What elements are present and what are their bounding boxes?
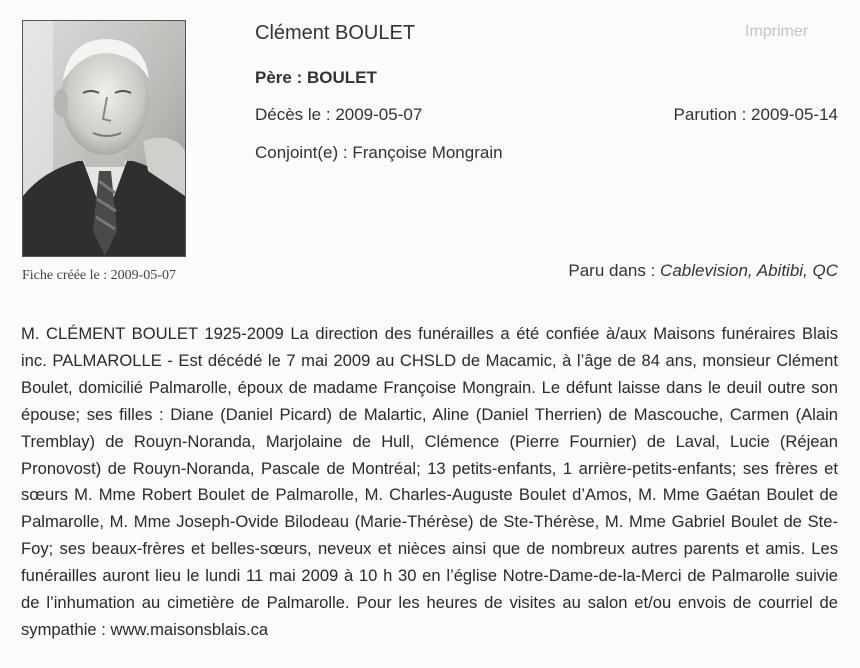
death-date-value: 2009-05-07	[335, 105, 423, 124]
published-in-label: Paru dans :	[568, 261, 661, 280]
portrait-photo	[22, 20, 186, 257]
father-field	[255, 68, 377, 88]
portrait-illustration	[23, 21, 185, 256]
published-in-field	[568, 261, 838, 281]
deceased-name: Clément BOULET	[255, 22, 416, 44]
print-button[interactable]: Imprimer	[745, 23, 809, 40]
death-date-field	[255, 105, 422, 125]
death-date-label: Décès le :	[255, 105, 336, 124]
obituary-text: M. CLÉMENT BOULET 1925-2009 La direction des funérailles a été confiée à/aux Maisons funéraires Blais inc. PALMAROLLE - Est décédé le 7 mai 2009 au CHSLD de Macamic, à l’âge de 84 ans, monsieur Clément Boulet, domicilié Palmarolle, époux de madame Françoise Mongrain. Le défunt laisse dans le deuil outre son épouse; ses filles : Diane (Daniel Picard) de Malartic, Aline (Daniel Therrien) de Mascouche, Carmen (Alain Tremblay) de Rouyn-Noranda, Marjolaine de Hull, Clémence (Pierre Fournier) de Laval, Lucie (Réjean Pronovost) de Rouyn-Noranda, Pascale de Montréal; 13 petits-enfants, 1 arrière-petits-enfants; ses frères et sœurs M. Mme Robert Boulet de Palmarolle, M. Charles-Auguste Boulet d’Amos, M. Mme Gaétan Boulet de Palmarolle, M. Mme Joseph-Ovide Bilodeau (Marie-Thérèse) de Ste-Thérèse, M. Mme Gabriel Boulet de Ste-Foy; ses beaux-frères et belles-sœurs, neveux et nièces ainsi que de nombreux autres parents et amis. Les funérailles auront lieu le lundi 11 mai 2009 à 10 h 30 en l’église Notre-Dame-de-la-Merci de Palmarolle suivie de l’inhumation au cimetière de Palmarolle. Pour les heures de visites au salon et/ou envois de courriel de sympathie : www.maisonsblais.ca	[21, 324, 838, 639]
published-in-value: Cablevision, Abitibi, QC	[660, 261, 838, 280]
record-created-value: 2009-05-07	[110, 268, 176, 283]
record-created-label: Fiche créée le :	[22, 268, 111, 283]
publication-date-label: Parution :	[673, 105, 752, 124]
spouse-value: Françoise Mongrain	[352, 143, 503, 162]
publication-date-value: 2009-05-14	[751, 105, 838, 124]
publication-date-field	[674, 105, 838, 125]
father-value: BOULET	[306, 68, 377, 87]
spouse-field	[255, 143, 503, 163]
record-created-date	[22, 268, 176, 284]
spouse-label: Conjoint(e) :	[255, 143, 353, 162]
father-label: Père :	[255, 68, 307, 87]
